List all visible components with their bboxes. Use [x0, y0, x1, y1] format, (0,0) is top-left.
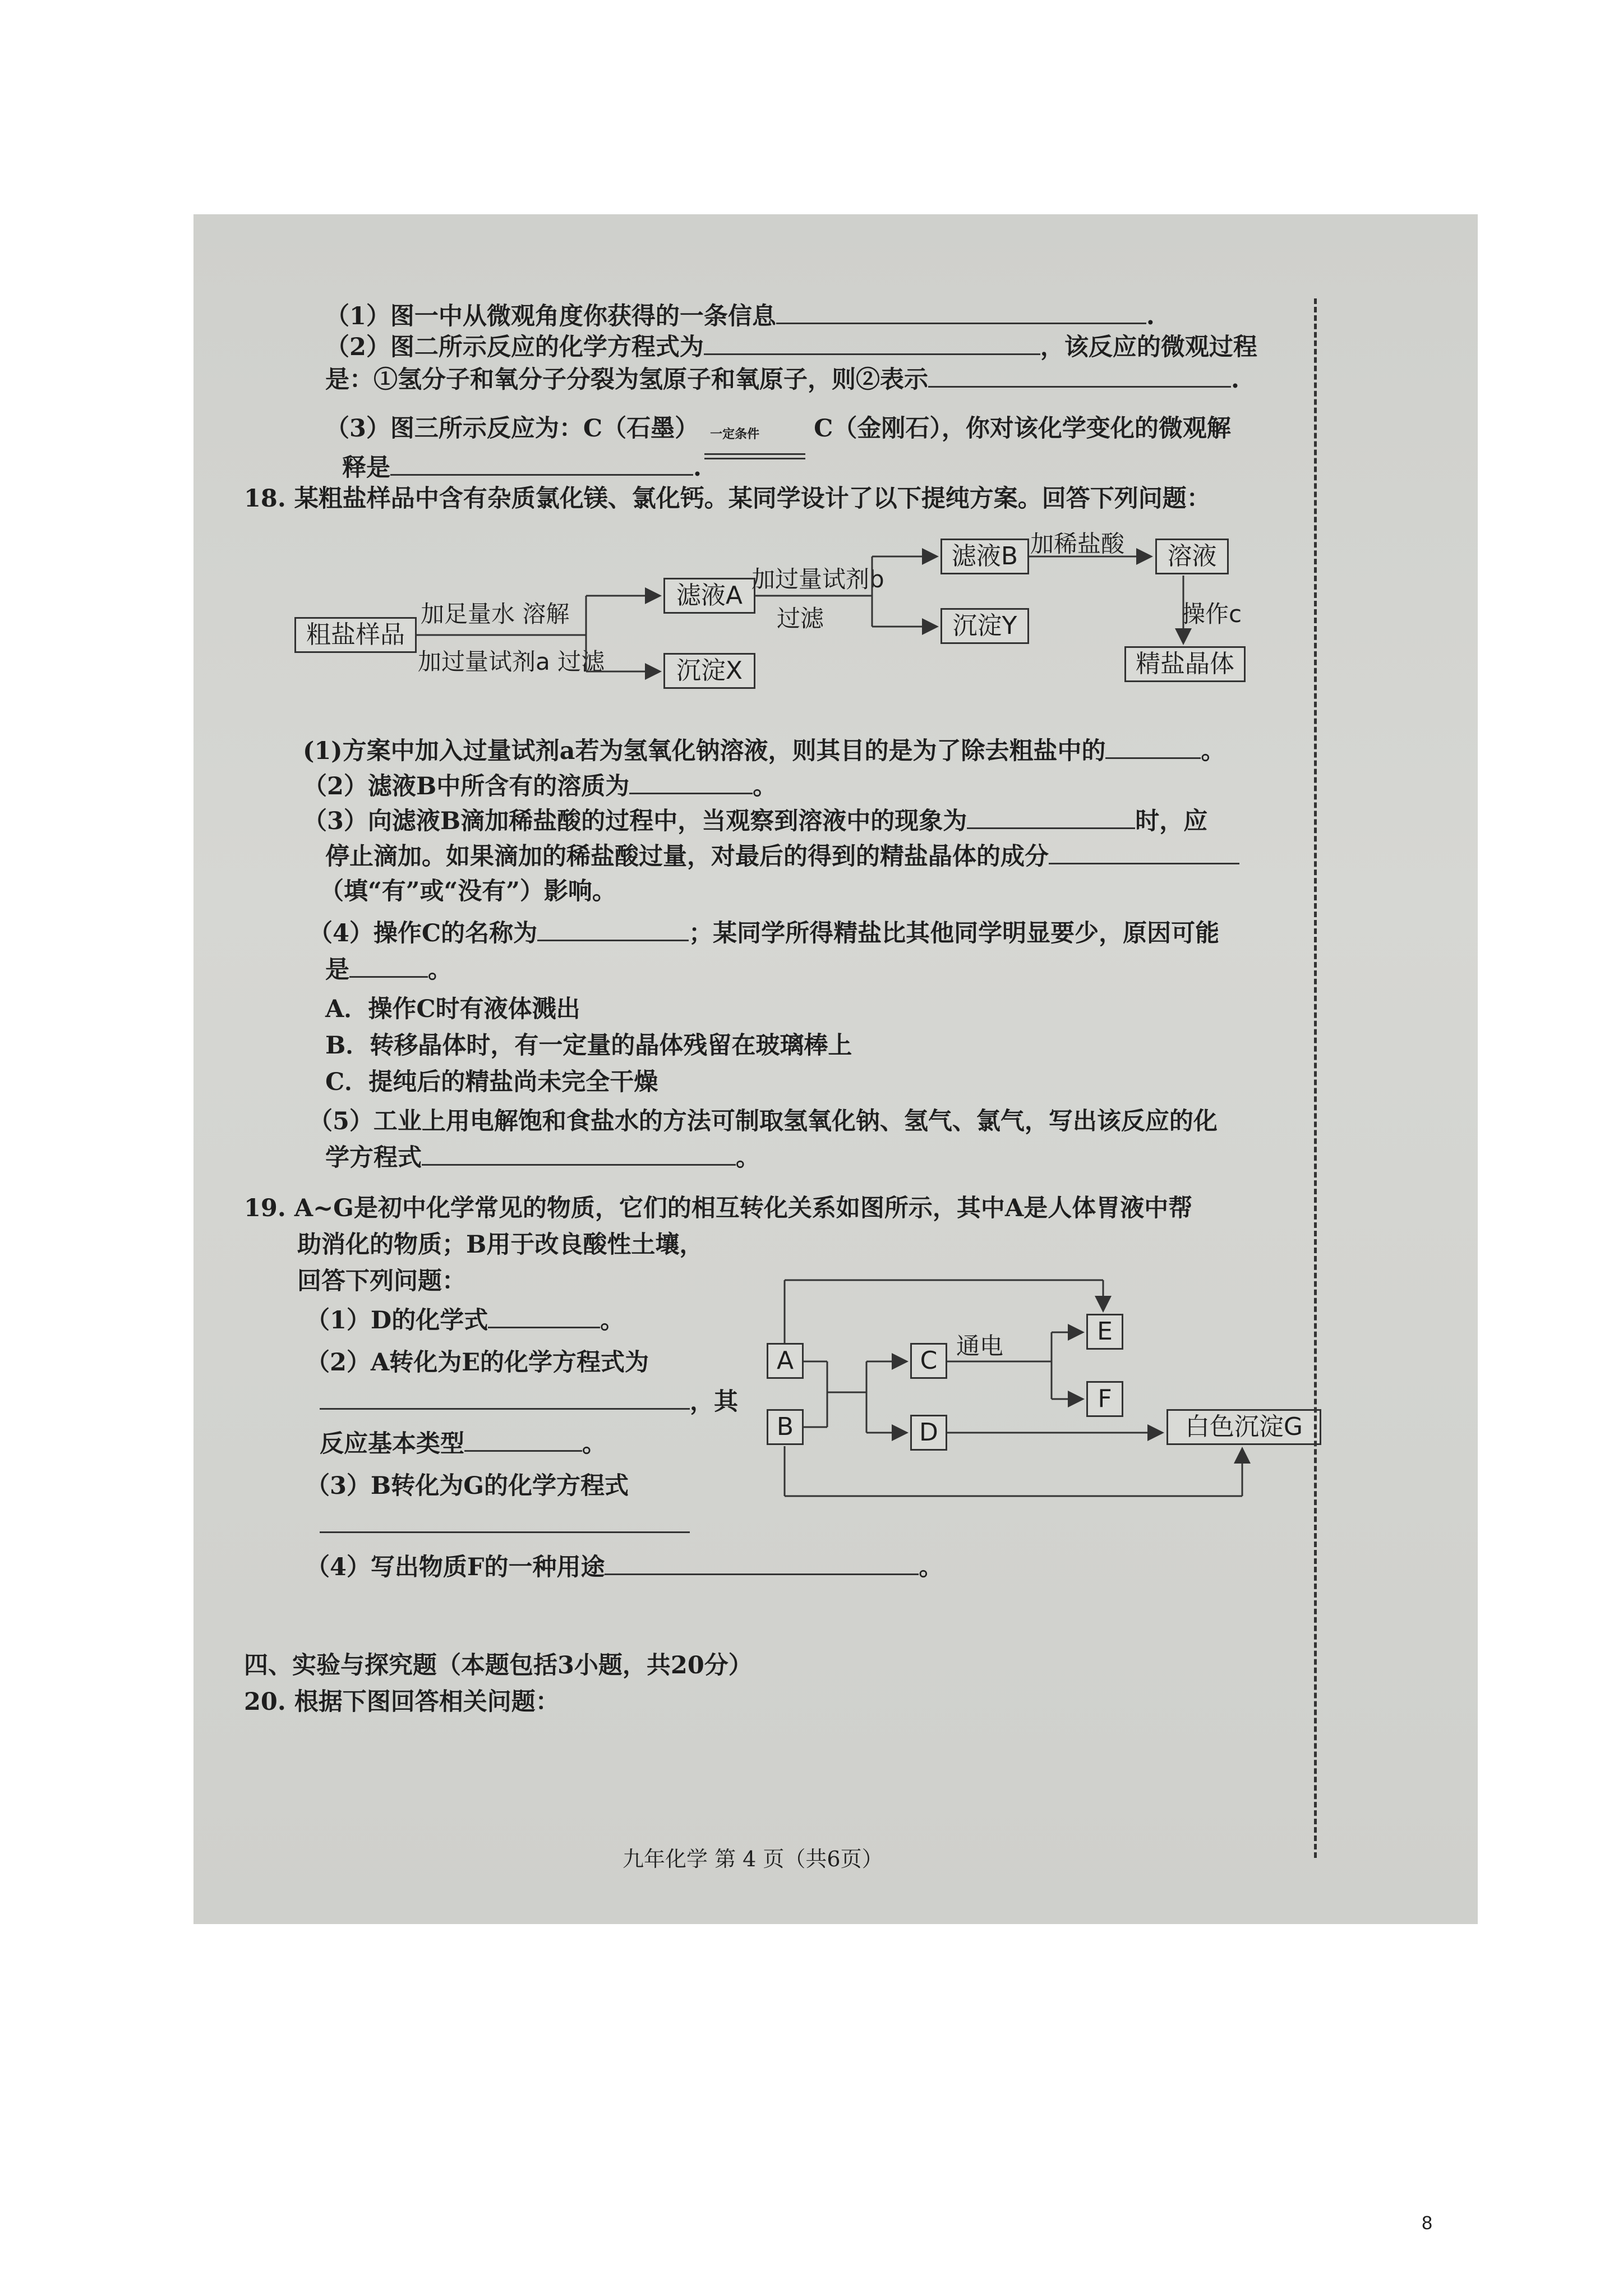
q19-stem-1: 19. A~G是初中化学常见的物质，它们的相互转化关系如图所示，其中A是人体胃液中帮: [244, 1194, 1193, 1222]
q18-p5a: （5）工业上用电解饱和食盐水的方法可制取氢氧化钠、氢气、氯气，写出该反应的化: [308, 1107, 1218, 1135]
q17-line-4: （3）图三所示反应为：C（石墨） 一定条件 C（金刚石），你对该化学变化的微观解: [325, 413, 1231, 444]
q18-p4b: 是 。: [325, 956, 452, 984]
node-d: D: [910, 1415, 947, 1451]
reaction-condition: 一定条件: [710, 427, 760, 441]
q18-option-b: B．转移晶体时，有一定量的晶体残留在玻璃棒上: [325, 1032, 852, 1060]
box-filtrate-a: 滤液A: [663, 578, 755, 614]
box-precipitate-x: 沉淀X: [663, 653, 755, 689]
node-a: A: [767, 1343, 804, 1379]
label-reagent-b: 加过量试剂b: [751, 565, 884, 593]
q17-line-1: （1）图一中从微观角度你获得的一条信息 .: [325, 302, 1155, 330]
label-filter-2: 过滤: [777, 605, 824, 632]
page-number: 8: [1422, 2212, 1432, 2234]
q17-line-3: 是：①氢分子和氧分子分裂为氢原子和氧原子，则②表示 .: [325, 366, 1239, 394]
q17-line-2: （2）图二所示反应的化学方程式为 ，该反应的微观过程: [325, 333, 1257, 361]
box-refined-salt: 精盐晶体: [1124, 646, 1246, 682]
q18-p1: (1)方案中加入过量试剂a若为氢氧化钠溶液，则其目的是为了除去粗盐中的 。: [303, 737, 1225, 765]
box-filtrate-b: 滤液B: [940, 539, 1029, 574]
box-crude-salt: 粗盐样品: [294, 617, 417, 653]
q18-p3c: （填“有”或“没有”）影响。: [320, 877, 616, 905]
node-white-precipitate-g: 白色沉淀G: [1166, 1409, 1321, 1445]
node-c: C: [910, 1343, 947, 1379]
page-footer: 九年化学 第 4 页（共6页）: [623, 1847, 883, 1871]
label-electrolysis: 通电: [956, 1332, 1004, 1360]
section-4-heading: 四、实验与探究题（本题包括3小题，共20分）: [244, 1651, 753, 1680]
box-solution: 溶液: [1155, 539, 1229, 574]
label-add-hcl: 加稀盐酸: [1030, 530, 1125, 558]
q18-p5b: 学方程式 。: [325, 1144, 760, 1172]
node-b: B: [767, 1409, 804, 1445]
node-e: E: [1086, 1314, 1123, 1350]
node-f: F: [1086, 1381, 1123, 1417]
q19-p3: （3）B转化为G的化学方程式: [306, 1472, 629, 1500]
q19-p2a: （2）A转化为E的化学方程式为: [306, 1349, 649, 1377]
q19-p2b: ，其: [320, 1387, 738, 1417]
q18-stem: 18. 某粗盐样品中含有杂质氯化镁、氯化钙。某同学设计了以下提纯方案。回答下列问题：: [244, 485, 1211, 513]
label-operation-c: 操作c: [1182, 600, 1242, 628]
binding-dashed-line: [1314, 298, 1317, 1858]
q20-stem: 20. 根据下图回答相关问题：: [244, 1688, 560, 1716]
q18-option-c: C．提纯后的精盐尚未完全干燥: [325, 1068, 658, 1096]
q18-p3b: 停止滴加。如果滴加的稀盐酸过量，对最后的得到的精盐晶体的成分: [325, 841, 1239, 872]
q19-p2c: 反应基本类型 。: [320, 1430, 606, 1458]
q18-p3a: （3）向滤液B滴加稀盐酸的过程中，当观察到溶液中的现象为 时，应: [303, 807, 1208, 835]
q18-option-a: A．操作C时有液体溅出: [325, 995, 580, 1023]
q18-p4a: （4）操作C的名称为 ；某同学所得精盐比其他同学明显要少，原因可能: [308, 919, 1220, 947]
q18-p2: （2）滤液B中所含有的溶质为 。: [303, 772, 777, 800]
q19-p1: （1）D的化学式 。: [306, 1306, 625, 1335]
label-reagent-a: 加过量试剂a 过滤: [418, 648, 605, 675]
q19-stem-2: 助消化的物质；B用于改良酸性土壤，: [297, 1231, 704, 1259]
q17-line-5: 释是 .: [342, 454, 702, 482]
q19-stem-3: 回答下列问题：: [297, 1267, 466, 1295]
box-precipitate-y: 沉淀Y: [940, 608, 1029, 644]
label-dissolve: 加足量水 溶解: [421, 600, 570, 628]
q19-p4: （4）写出物质F的一种用途 。: [306, 1553, 943, 1581]
scanned-exam-page: [193, 214, 1478, 1924]
